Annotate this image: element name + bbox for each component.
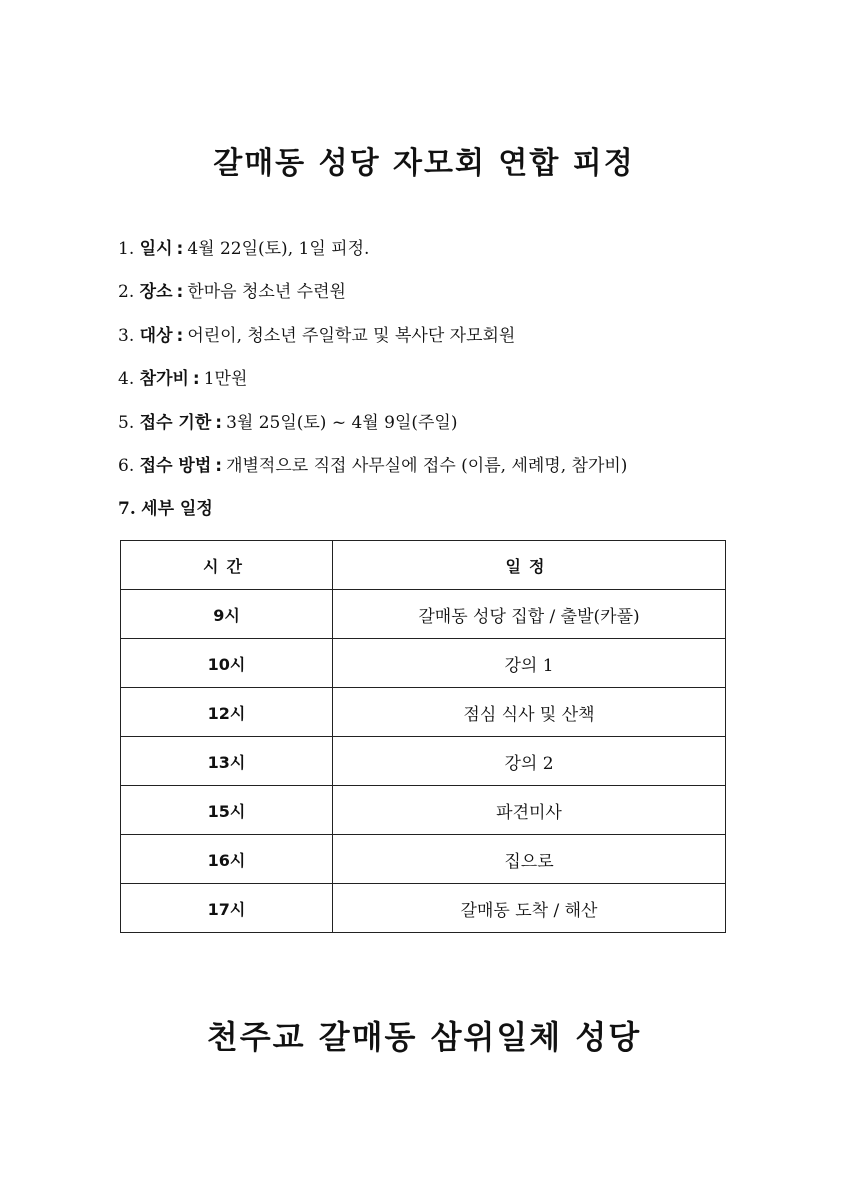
cell-time: 9시 (121, 590, 333, 639)
item-separator: : (176, 282, 184, 303)
column-header-time: 시간 (121, 541, 333, 590)
cell-time: 17시 (121, 884, 333, 933)
info-item-date (118, 228, 758, 271)
info-item-method (118, 445, 758, 488)
table-header-row (121, 541, 726, 590)
item-value: 개별적으로 직접 사무실에 접수 (이름, 세례명, 참가비) (226, 455, 628, 476)
item-label: 접수 기한 (139, 412, 212, 433)
table-row (121, 639, 726, 688)
item-separator: : (215, 455, 223, 476)
item-number: 2. (118, 282, 135, 303)
info-item-schedule-heading (118, 488, 758, 531)
item-value: 어린이, 청소년 주일학교 및 복사단 자모회원 (187, 325, 516, 346)
item-number: 7. (118, 499, 136, 520)
item-value: 4월 22일(토), 1일 피정. (187, 239, 370, 259)
item-label: 장소 (139, 282, 173, 303)
cell-event: 강의 1 (333, 639, 726, 688)
cell-time: 16시 (121, 835, 333, 884)
table-row (121, 688, 726, 737)
table-row (121, 737, 726, 786)
cell-event: 점심 식사 및 산책 (333, 688, 726, 737)
item-number: 5. (118, 412, 135, 433)
item-separator: : (192, 369, 200, 390)
item-separator: : (176, 239, 184, 259)
info-item-fee (118, 358, 758, 401)
cell-time: 13시 (121, 737, 333, 786)
item-number: 1. (118, 239, 135, 259)
document-title: 갈매동 성당 자모회 연합 피정 (213, 146, 635, 181)
item-number: 3. (118, 325, 135, 346)
cell-time: 10시 (121, 639, 333, 688)
cell-event: 집으로 (333, 835, 726, 884)
item-label: 세부 일정 (141, 499, 213, 520)
item-number: 6. (118, 455, 135, 476)
item-label: 대상 (139, 325, 173, 346)
cell-event: 강의 2 (333, 737, 726, 786)
item-separator: : (215, 412, 223, 433)
item-value: 1만원 (203, 369, 248, 390)
item-label: 일시 (139, 239, 173, 259)
info-list (118, 228, 758, 532)
table-row (121, 590, 726, 639)
cell-event: 갈매동 성당 집합 / 출발(카풀) (333, 590, 726, 639)
table-row (121, 884, 726, 933)
table-row (121, 786, 726, 835)
schedule-table (120, 540, 726, 933)
item-label: 접수 방법 (139, 455, 212, 476)
cell-time: 15시 (121, 786, 333, 835)
item-number: 4. (118, 369, 135, 390)
item-value: 한마음 청소년 수련원 (187, 282, 346, 303)
table-row (121, 835, 726, 884)
item-label: 참가비 (139, 369, 189, 390)
item-separator: : (176, 325, 184, 346)
item-value: 3월 25일(토) ~ 4월 9일(주일) (226, 412, 458, 433)
cell-time: 12시 (121, 688, 333, 737)
cell-event: 파견미사 (333, 786, 726, 835)
cell-event: 갈매동 도착 / 해산 (333, 884, 726, 933)
column-header-event: 일정 (333, 541, 726, 590)
church-name-footer: 천주교 갈매동 삼위일체 성당 (206, 1018, 642, 1056)
info-item-place (118, 271, 758, 314)
info-item-target (118, 315, 758, 358)
info-item-deadline (118, 402, 758, 445)
